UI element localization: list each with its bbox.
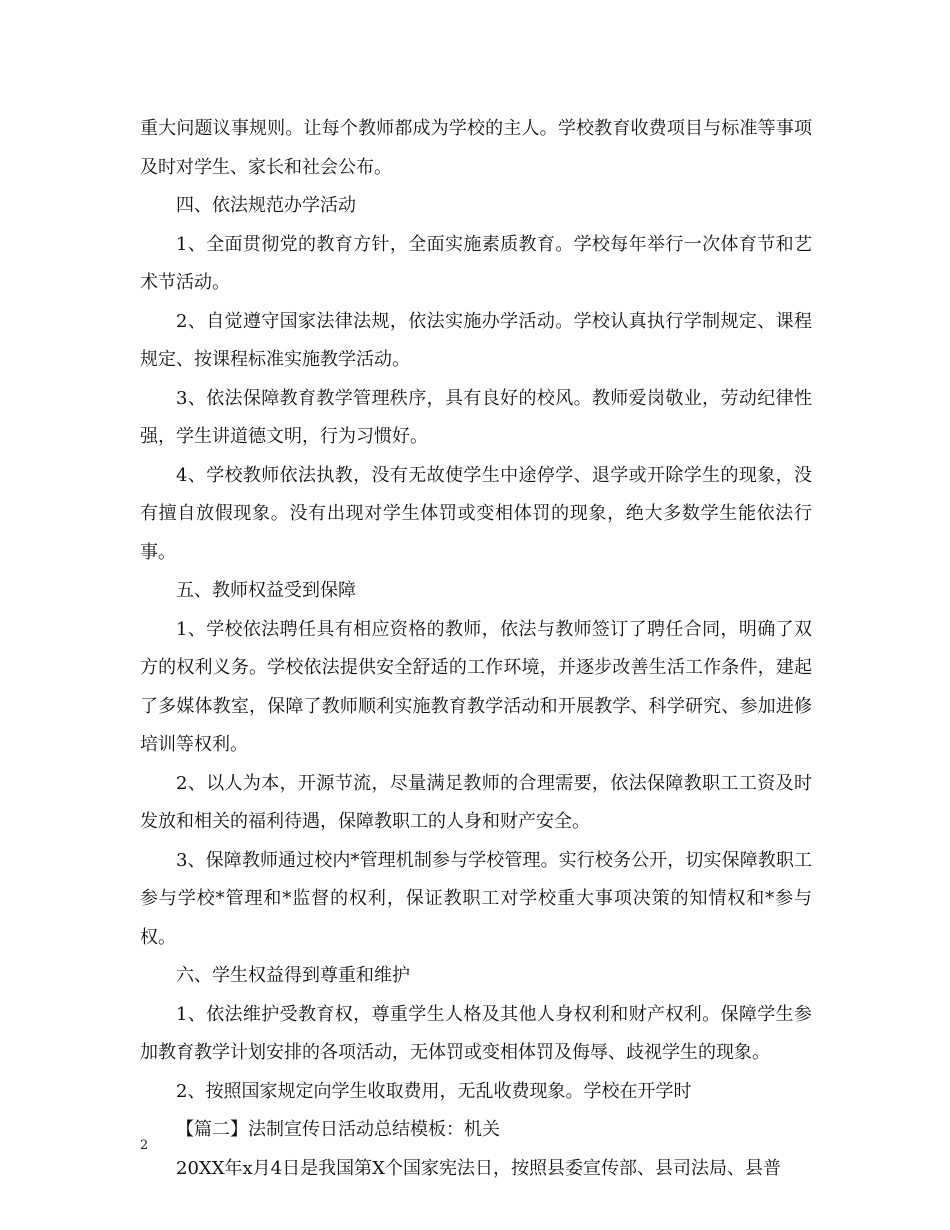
paragraph: 20XX年x月4日是我国第X个国家宪法日，按照县委宣传部、县司法局、县普: [176, 1157, 781, 1179]
section-heading: 六、学生权益得到尊重和维护: [176, 965, 410, 986]
paragraph: 2、以人为本，开源节流，尽量满足教师的合理需要，依法保障教职工工资及时发放和相关的福利待遇，保障教职工的人身和财产安全。: [140, 772, 812, 832]
paragraph: 2、按照国家规定向学生收取费用，无乱收费现象。学校在开学时: [176, 1080, 692, 1102]
section-heading: 五、教师权益受到保障: [176, 580, 356, 601]
document-body: [140, 110, 812, 1188]
paragraph: 3、保障教师通过校内*管理机制参与学校管理。实行校务公开，切实保障教职工参与学校*管理和*监督的权利，保证教职工对学校重大事项决策的知情权和*参与权。: [140, 849, 812, 948]
paragraph: 2、自觉遵守国家法律法规，依法实施办学活动。学校认真执行学制规定、课程规定、按课程标准实施教学活动。: [140, 310, 812, 370]
paragraph: 3、依法保障教育教学管理秩序，具有良好的校风。教师爱岗敬业，劳动纪律性强，学生讲道德文明，行为习惯好。: [140, 387, 812, 447]
paragraph: 1、依法维护受教育权，尊重学生人格及其他人身权利和财产权利。保障学生参加教育教学计划安排的各项活动，无体罚或变相体罚及侮辱、歧视学生的现象。: [140, 1003, 812, 1063]
paragraph: 重大问题议事规则。让每个教师都成为学校的主人。学校教育收费项目与标准等事项及时对学生、家长和社会公布。: [140, 118, 812, 178]
paragraph: 1、学校依法聘任具有相应资格的教师，依法与教师签订了聘任合同，明确了双方的权利义务。学校依法提供安全舒适的工作环境，并逐步改善生活工作条件，建起了多媒体教室，保障了教师顺利实施教育教学活动和开展教学、科学研究、参加进修培训等权利。: [140, 618, 812, 755]
section-heading: 四、依法规范办学活动: [176, 195, 356, 216]
paragraph: 4、学校教师依法执教，没有无故使学生中途停学、退学或开除学生的现象，没有擅自放假现象。没有出现对学生体罚或变相体罚的现象，绝大多数学生能依法行事。: [140, 464, 812, 563]
paragraph: 1、全面贯彻党的教育方针，全面实施素质教育。学校每年举行一次体育节和艺术节活动。: [140, 233, 812, 293]
article-heading: 【篇二】法制宣传日活动总结模板：机关: [176, 1119, 500, 1140]
page-number: 2: [140, 1138, 149, 1153]
